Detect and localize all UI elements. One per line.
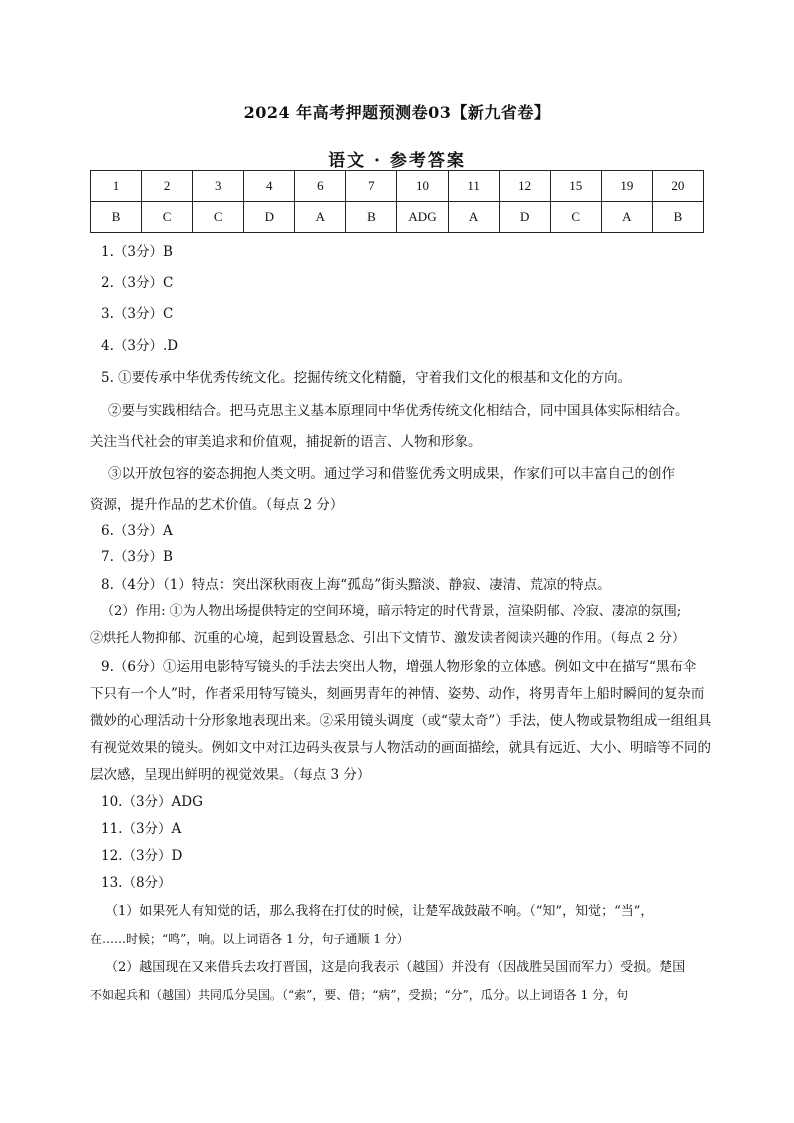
- answer-table: [90, 170, 704, 233]
- answer-line: 11.（3分）A: [101, 821, 182, 837]
- question-number-row: [91, 171, 704, 202]
- answer-cell: B: [91, 202, 142, 233]
- document-subtitle: 语文 · 参考答案: [328, 151, 466, 171]
- answer-line: （1）如果死人有知觉的话，那么我将在打仗的时候，让楚军战鼓敲不响。（“知”，知觉；“当”，: [105, 904, 654, 919]
- answer-line: 3.（3分）C: [101, 306, 174, 322]
- answer-line: 关注当代社会的审美追求和价值观，捕捉新的语言、人物和形象。: [90, 434, 482, 450]
- answer-cell: C: [142, 202, 193, 233]
- answer-line: 12.（3分）D: [101, 848, 183, 864]
- answer-row: [91, 202, 704, 233]
- answer-cell: C: [550, 202, 601, 233]
- question-number-cell: 3: [193, 171, 244, 202]
- answer-cell: B: [346, 202, 397, 233]
- answer-cell: A: [601, 202, 652, 233]
- question-number-cell: 12: [499, 171, 550, 202]
- document-title: 2024 年高考押题预测卷03【新九省卷】: [243, 103, 551, 122]
- answer-cell: ADG: [397, 202, 448, 233]
- answer-line: 2.（3分）C: [101, 275, 174, 291]
- answer-cell: A: [295, 202, 346, 233]
- question-number-cell: 2: [142, 171, 193, 202]
- answer-line: 4.（3分）.D: [101, 338, 179, 354]
- answer-line: 7.（3分）B: [101, 549, 173, 565]
- answer-line: 13.（8分）: [101, 875, 172, 891]
- answer-cell: B: [652, 202, 703, 233]
- question-number-cell: 10: [397, 171, 448, 202]
- answer-line: 10.（3分）ADG: [101, 794, 203, 810]
- answer-cell: D: [499, 202, 550, 233]
- question-number-cell: 19: [601, 171, 652, 202]
- question-number-cell: 20: [652, 171, 703, 202]
- answer-line: 6.（3分）A: [101, 523, 173, 539]
- question-number-cell: 6: [295, 171, 346, 202]
- answer-cell: D: [244, 202, 295, 233]
- answer-line: ②要与实践相结合。把马克思主义基本原理同中华优秀传统文化相结合，同中国具体实际相结合。: [108, 403, 689, 419]
- answer-line: 下只有一个人”时，作者采用特写镜头，刻画男青年的神情、姿势、动作，将男青年上船时瞬间的复杂而: [90, 686, 705, 702]
- answer-line: 资源，提升作品的艺术价值。（每点 2 分）: [90, 497, 344, 513]
- answer-line: 在……时候；“鸣”，响。以上词语各 1 分，句子通顺 1 分）: [90, 932, 409, 946]
- answer-line: （2）作用: ①为人物出场提供特定的空间环境，暗示特定的时代背景，渲染阴郁、冷寂、凄凉的氛围;: [101, 604, 682, 619]
- answer-cell: A: [448, 202, 499, 233]
- answer-line: 微妙的心理活动十分形象地表现出来。②采用镜头调度（或“蒙太奇”）手法，使人物或景物组成一组组具: [90, 713, 712, 729]
- question-number-cell: 15: [550, 171, 601, 202]
- answer-line: 9.（6分）①运用电影特写镜头的手法去突出人物，增强人物形象的立体感。例如文中在描写“黑布伞: [101, 659, 697, 675]
- answer-line: 8.（4分）（1）特点：突出深秋雨夜上海“孤岛”街头黯淡、静寂、凄清、荒凉的特点。: [101, 577, 611, 593]
- answer-cell: C: [193, 202, 244, 233]
- answer-line: ②烘托人物抑郁、沉重的心境，起到设置悬念、引出下文情节、激发读者阅读兴趣的作用。（每点 2 分）: [90, 631, 686, 646]
- question-number-cell: 7: [346, 171, 397, 202]
- answer-line: 层次感，呈现出鲜明的视觉效果。（每点 3 分）: [90, 767, 371, 783]
- answer-line: 5. ①要传承中华优秀传统文化。挖掘传统文化精髓，守着我们文化的根基和文化的方向。: [101, 370, 632, 386]
- answer-line: 1.（3分）B: [101, 244, 173, 260]
- answer-line: （2）越国现在又来借兵去攻打晋国，这是向我表示（越国）并没有（因战胜吴国而军力）受损。楚国: [105, 960, 686, 975]
- question-number-cell: 4: [244, 171, 295, 202]
- answer-line: 不如起兵和（越国）共同瓜分吴国。（“索”，要、借；“病”，受损；“分”，瓜分。以上词语各 1 分，句: [90, 988, 629, 1002]
- answer-line: 有视觉效果的镜头。例如文中对江边码头夜景与人物活动的画面描绘，就具有远近、大小、明暗等不同的: [90, 740, 711, 756]
- question-number-cell: 1: [91, 171, 142, 202]
- answer-line: ③以开放包容的姿态拥抱人类文明。通过学习和借鉴优秀文明成果，作家们可以丰富自己的创作: [108, 466, 675, 482]
- question-number-cell: 11: [448, 171, 499, 202]
